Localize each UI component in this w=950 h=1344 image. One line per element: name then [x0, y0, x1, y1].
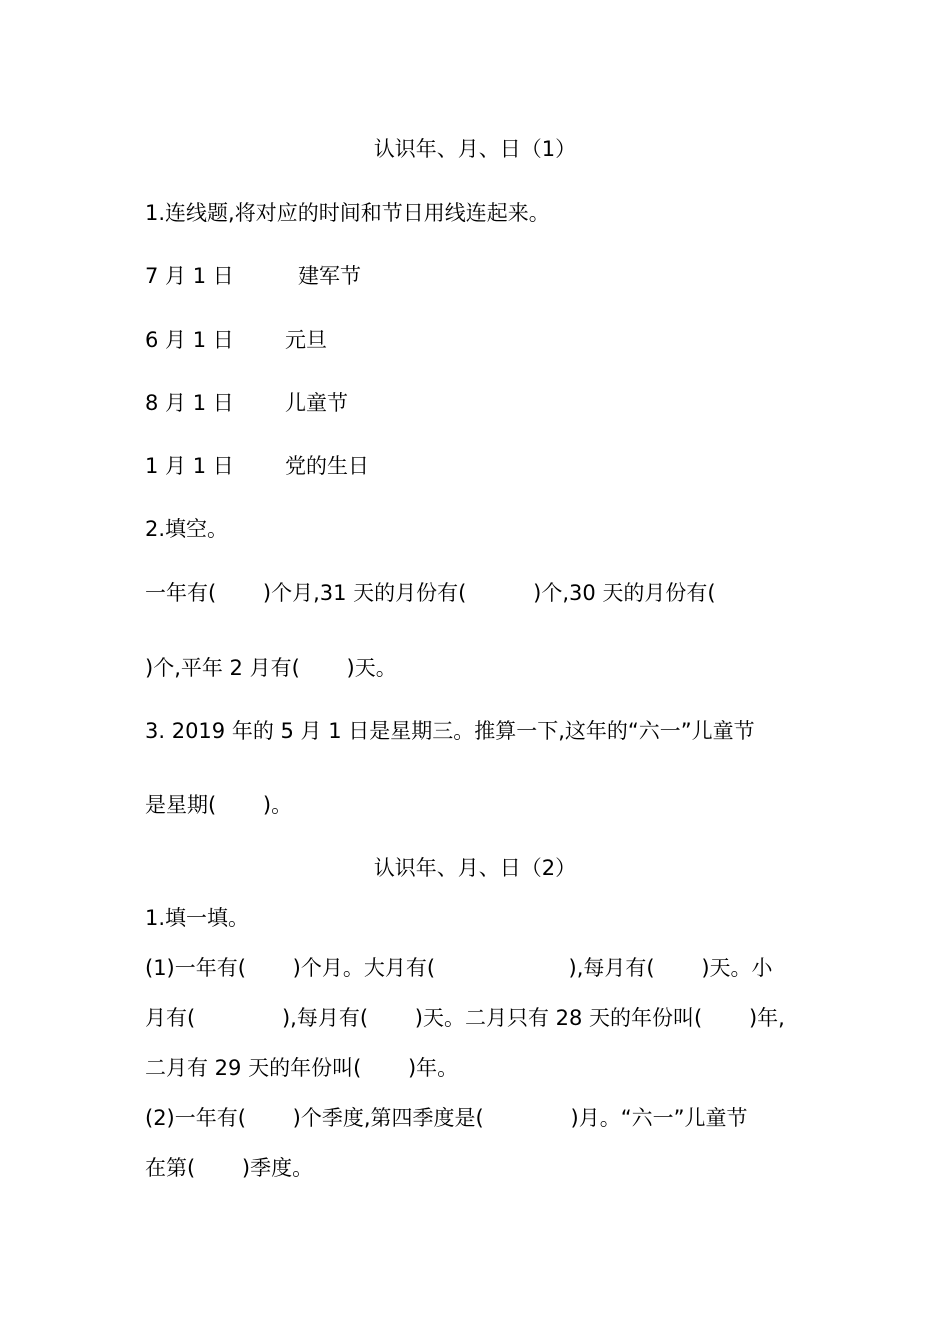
matching-holiday-4: 党的生日 — [285, 454, 369, 478]
section1-question2: 2.填空。 — [145, 517, 229, 541]
matching-holiday-3: 儿童节 — [285, 391, 348, 415]
matching-holiday-2: 元旦 — [285, 328, 327, 352]
q3-line-2: 是星期( )。 — [145, 793, 293, 817]
matching-date-3: 8 月 1 日 — [145, 391, 234, 415]
matching-date-1: 7 月 1 日 — [145, 264, 234, 288]
p1-line-3: 二月有 29 天的年份叫( )年。 — [145, 1056, 459, 1080]
matching-date-2: 6 月 1 日 — [145, 328, 234, 352]
section1-title: 认识年、月、日（1） — [373, 137, 577, 161]
section1-question1: 1.连线题,将对应的时间和节日用线连起来。 — [145, 201, 550, 225]
p2-line-2: 在第( )季度。 — [145, 1156, 314, 1180]
p1-line-2: 月有( ),每月有( )天。二月只有 28 天的年份叫( )年, — [145, 1006, 785, 1030]
section2-question1: 1.填一填。 — [145, 906, 250, 930]
q2-fill-line-2: )个,平年 2 月有( )天。 — [145, 656, 397, 680]
matching-date-4: 1 月 1 日 — [145, 454, 234, 478]
p2-line-1: (2)一年有( )个季度,第四季度是( )月。“六一”儿童节 — [145, 1106, 748, 1130]
section2-title: 认识年、月、日（2） — [373, 856, 577, 880]
q3-line-1: 3. 2019 年的 5 月 1 日是星期三。推算一下,这年的“六一”儿童节 — [145, 719, 755, 743]
q2-fill-line-1: 一年有( )个月,31 天的月份有( )个,30 天的月份有( — [145, 581, 716, 605]
p1-line-1: (1)一年有( )个月。大月有( ),每月有( )天。小 — [145, 956, 773, 980]
matching-holiday-1: 建军节 — [298, 264, 361, 288]
